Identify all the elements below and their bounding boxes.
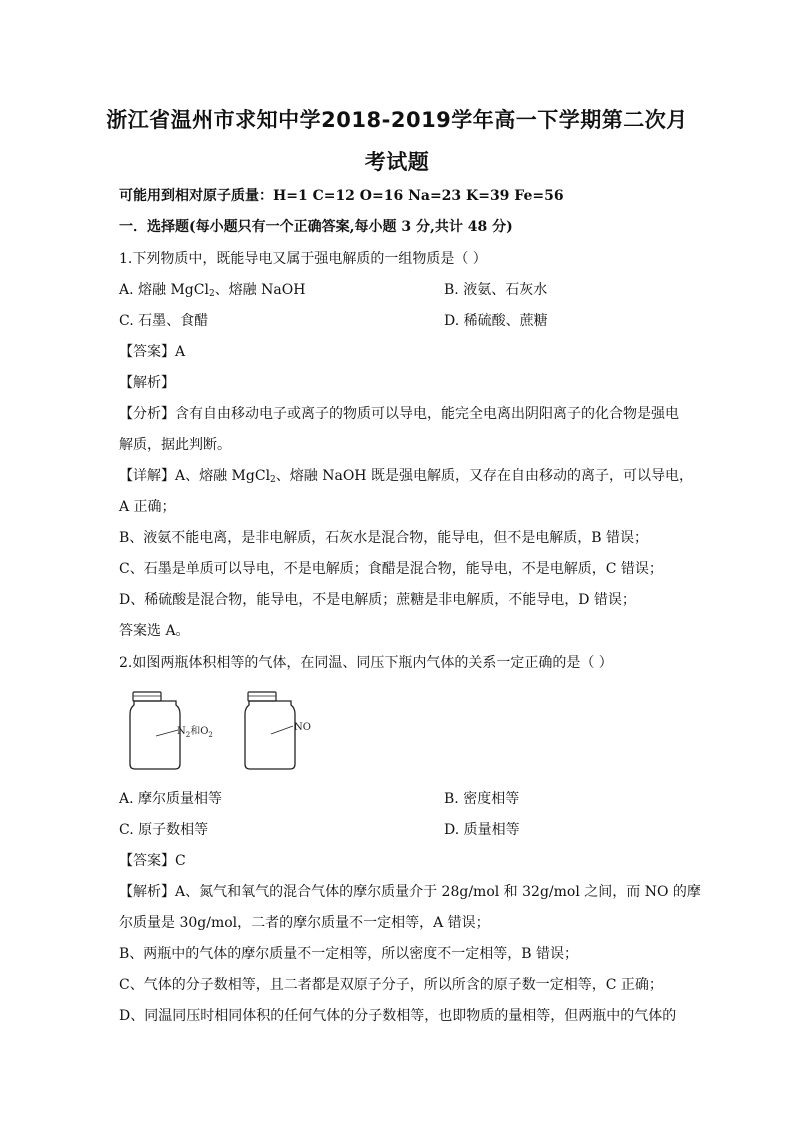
q1-xiangjie-1 (119, 466, 693, 490)
q2-option-b: B. 密度相等 (444, 791, 520, 807)
q1-xiangjie-3: B、液氨不能电离，是非电解质，石灰水是混合物，能导电，但不是电解质，B 错误； (119, 530, 649, 546)
q1-xiangjie-6: 答案选 A。 (119, 623, 190, 639)
q2-option-d: D. 质量相等 (444, 822, 520, 838)
q2-jiexi-1: 【解析】A、氮气和氧气的混合气体的摩尔质量介于 28g/mol 和 32g/mol 之间，而 NO 的摩 (119, 884, 701, 900)
bottle-n2-o2 (130, 692, 213, 769)
q1-xiangjie-1-post: 、熔融 NaOH 既是强电解质，又存在自由移动的离子，可以导电， (275, 468, 693, 484)
q1-xiangjie-2: A 正确； (119, 499, 176, 515)
q1-option-c: C. 石墨、食醋 (119, 313, 209, 329)
bottle2-label: NO (294, 722, 311, 733)
q1-fenxi-1: 【分析】含有自由移动电子或离子的物质可以导电，能完全电离出阴阳离子的化合物是强电 (119, 406, 679, 422)
q1-fenxi-2: 解质，据此判断。 (119, 437, 231, 453)
page-title-line1: 浙江省温州市求知中学2018-2019学年高一下学期第二次月 (106, 108, 688, 132)
q1-stem: 1.下列物质中，既能导电又属于强电解质的一组物质是（ ） (119, 251, 487, 267)
q1-option-a-sub: 2 (208, 289, 215, 299)
q2-answer: 【答案】C (119, 853, 186, 869)
bottle-no (245, 692, 311, 769)
q1-xiangjie-1-pre: 【详解】A、熔融 MgCl (119, 468, 271, 484)
q2-jiexi-3: B、两瓶中的气体的摩尔质量不一定相等，所以密度不一定相等，B 错误； (119, 946, 579, 962)
q1-option-a (119, 280, 305, 304)
q1-option-a-pre: A. 熔融 MgCl (119, 282, 209, 298)
section-heading: 一．选择题(每小题只有一个正确答案,每小题 3 分,共计 48 分) (119, 219, 513, 235)
atomic-masses: 可能用到相对原子质量：H=1 C=12 O=16 Na=23 K=39 Fe=56 (119, 188, 564, 204)
q2-stem: 2.如图两瓶体积相等的气体，在同温、同压下瓶内气体的关系一定正确的是（ ） (119, 655, 613, 671)
q2-jiexi-2: 尔质量是 30g/mol，二者的摩尔质量不一定相等，A 错误； (119, 915, 490, 931)
bottle1-label: $N_2$和$O_2$ (177, 726, 213, 739)
q1-option-a-post: 、熔融 NaOH (214, 282, 306, 298)
q2-option-a: A. 摩尔质量相等 (119, 791, 223, 807)
q2-jiexi-4: C、气体的分子数相等，且二者都是双原子分子，所以所含的原子数一定相等，C 正确； (119, 977, 663, 993)
q1-answer: 【答案】A (119, 344, 186, 360)
gas-bottles-figure (118, 690, 348, 772)
q1-option-d: D. 稀硫酸、蔗糖 (444, 313, 548, 329)
page-title-line2: 考试题 (364, 150, 430, 174)
q2-option-c: C. 原子数相等 (119, 822, 209, 838)
q1-option-b: B. 液氨、石灰水 (444, 282, 548, 298)
q1-xiangjie-1-sub: 2 (270, 475, 276, 485)
q1-analysis-label: 【解析】 (119, 375, 175, 391)
q1-xiangjie-4: C、石墨是单质可以导电，不是电解质；食醋是混合物，能导电，不是电解质，C 错误； (119, 561, 663, 577)
q1-xiangjie-5: D、稀硫酸是混合物，能导电，不是电解质；蔗糖是非电解质，不能导电，D 错误； (119, 592, 636, 608)
q2-jiexi-5: D、同温同压时相同体积的任何气体的分子数相等，也即物质的量相等，但两瓶中的气体的 (119, 1008, 677, 1024)
